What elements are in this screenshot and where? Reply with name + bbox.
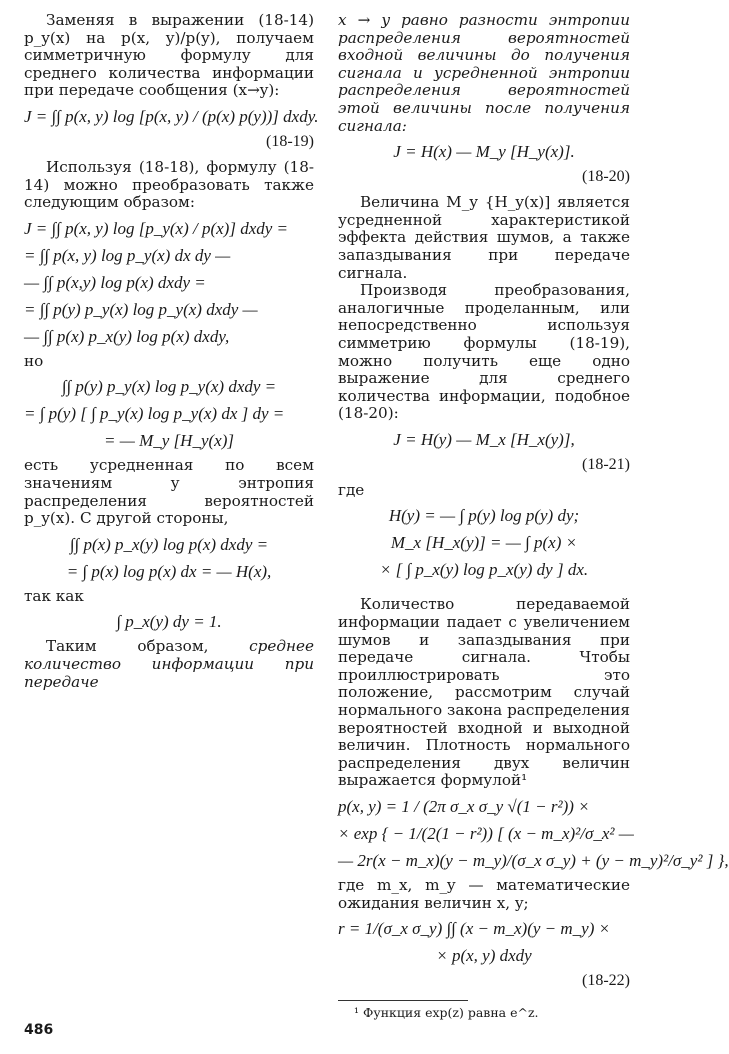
- equation-number: (18-22): [582, 972, 630, 990]
- equation-chain-line: — ∫∫ p(x,y) log p(x) dxdy =: [24, 272, 206, 292]
- equation-line: = — M_y [H_y(x)]: [104, 431, 234, 451]
- equation-line: = ∫ p(y) [ ∫ p_y(x) log p_y(x) dx ] dy =: [24, 404, 285, 424]
- paragraph: Количество передаваемой информации падает с увеличением шумов и запаздывания при передаче сигнала. Чтобы проиллюстрировать это положение, рассмотрим случай нормального закона распределения вероятностей входной и выходной величин. Плотность нормального распределения двух величин выражается формулой¹: [338, 595, 630, 790]
- paragraph: Производя преобразования, аналогичные проделанным, или непосредственно используя симметрию формулы (18-19), можно получить еще одно выражение для среднего количества информации, подобное (18-20):: [338, 281, 630, 423]
- equation-line: p(x, y) = 1 / (2π σ_x σ_y √(1 − r²)) ×: [338, 797, 590, 816]
- connector-word: но: [24, 351, 44, 370]
- italic-paragraph: x → y равно разности энтропии распределения вероятностей входной величины до получения сигнала и усредненной энтропии распределения вероятностей этой величины после получения сигнала:: [338, 11, 630, 135]
- equation-number: (18-21): [582, 455, 630, 473]
- equation-number: (18-19): [266, 132, 314, 150]
- equation-line: r = 1/(σ_x σ_y) ∫∫ (x − m_x)(y − m_y) ×: [338, 919, 611, 939]
- footnote-rule: [338, 1000, 468, 1001]
- paragraph: [24, 638, 314, 691]
- equation-line: H(y) = — ∫ p(y) log p(y) dy;: [388, 506, 580, 526]
- connector-word: так как: [24, 586, 84, 605]
- italic-text-span: среднее количество информации при передаче: [24, 637, 314, 691]
- left-column: [24, 11, 319, 691]
- right-column: [338, 11, 729, 1021]
- equation-line: M_x [H_x(y)] = — ∫ p(x) ×: [390, 533, 578, 553]
- equation-18-21: J = H(y) — M_x [H_x(y)],: [393, 429, 575, 449]
- paragraph: где m_x, m_y — математические ожидания величин x, y;: [338, 876, 630, 912]
- paragraph: Величина M_y {H_y(x)] является усредненной характеристикой эффекта действия шумов, а также запаздывания при передаче сигнала.: [338, 193, 630, 282]
- equation-line: ∫∫ p(y) p_y(x) log p_y(x) dxdy =: [61, 377, 277, 397]
- footnote: ¹ Функция exp(z) равна e^z.: [354, 1005, 539, 1021]
- equation-line: — 2r(x − m_x)(y − m_y)/(σ_x σ_y) + (y − m_y)²/σ_y² ] },: [338, 851, 729, 870]
- equation-line: = ∫ p(x) log p(x) dx = — H(x),: [66, 561, 272, 581]
- equation-line: × exp { − 1/(2(1 − r²)) [ (x − m_x)²/σ_x² —: [338, 824, 634, 843]
- equation-line: ∫∫ p(x) p_x(y) log p(x) dxdy =: [69, 534, 269, 554]
- equation-chain-line: = ∫∫ p(x, y) log p_y(x) dx dy —: [24, 245, 231, 265]
- equation-chain-line: — ∫∫ p(x) p_x(y) log p(x) dxdy,: [24, 326, 230, 346]
- paragraph: есть усредненная по всем значениям y энтропия распределения вероятностей p_y(x). С другой стороны,: [24, 456, 314, 528]
- equation-line: × p(x, y) dxdy: [436, 946, 532, 966]
- equation-chain-line: = ∫∫ p(y) p_y(x) log p_y(x) dxdy —: [24, 299, 258, 319]
- equation-18-19: J = ∫∫ p(x, y) log [p(x, y) / (p(x) p(y))] dxdy.: [24, 106, 319, 126]
- paragraph: Используя (18-18), формулу (18-14) можно преобразовать также следующим образом:: [24, 157, 314, 212]
- text-span: Таким образом,: [46, 637, 250, 656]
- equation-number: (18-20): [582, 168, 630, 186]
- equation-18-20: J = H(x) — M_y [H_y(x)].: [393, 142, 575, 162]
- equation-chain-line: J = ∫∫ p(x, y) log [p_y(x) / p(x)] dxdy =: [24, 218, 289, 238]
- normalization-equation: ∫ p_x(y) dy = 1.: [116, 612, 222, 632]
- paragraph: Заменяя в выражении (18-14) p_y(x) на p(x, y)/p(y), получаем симметричную формулу для среднего количества информации при передаче сообщения (x→y):: [24, 11, 314, 100]
- connector-word: где: [338, 480, 365, 499]
- equation-line: × [ ∫ p_x(y) log p_x(y) dy ] dx.: [379, 560, 589, 580]
- page-number: 486: [24, 1022, 54, 1038]
